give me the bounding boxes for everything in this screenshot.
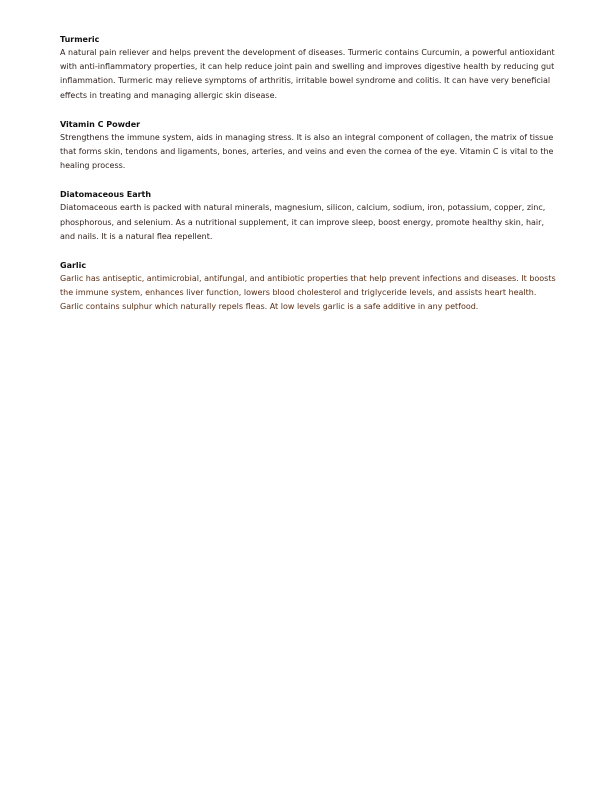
section-heading: Garlic: [60, 261, 87, 271]
section-body: Diatomaceous earth is packed with natural minerals, magnesium, silicon, calcium, sodium, iron, potassium, copper, zinc, phosphorous, and selenium. As a nutritional supplement, it can improve sleep, boost energy, promote healthy skin, hair, and nails. It is a natural flea repellent.: [60, 203, 546, 241]
section-heading: Diatomaceous Earth: [60, 190, 152, 200]
section-turmeric: [60, 34, 556, 103]
section-body: Strengthens the immune system, aids in managing stress. It is also an integral component of collagen, the matrix of tissue that forms skin, tendons and ligaments, bones, arteries, and veins and even the cornea of the eye. Vitamin C is vital to the healing process.: [60, 132, 554, 171]
section-heading: Turmeric: [60, 35, 100, 44]
section-body: A natural pain reliever and helps prevent the development of diseases. Turmeric contains Curcumin, a powerful antioxidant with anti-inflammatory properties, it can help reduce joint pain and swelling and improves digestive health by reducing gut inflammation. Turmeric may relieve symptoms of arthritis, irritable bowel syndrome and colitis. It can have very beneficial effects in treating and managing allergic skin disease.: [60, 48, 555, 100]
section-heading: Vitamin C Powder: [60, 119, 141, 129]
section-garlic: [60, 260, 556, 315]
document-page: [60, 34, 556, 331]
section-diatomaceous-earth: [60, 189, 556, 244]
section-body: Garlic has antiseptic, antimicrobial, antifungal, and antibiotic properties that help prevent infections and diseases. It boosts the immune system, enhances liver function, lowers blood cholesterol and triglyceride levels, and assists heart health. Garlic contains sulphur which naturally repels fleas. At low levels garlic is a safe additive in any petfood.: [60, 274, 556, 312]
section-vitamin-c: [60, 119, 556, 174]
